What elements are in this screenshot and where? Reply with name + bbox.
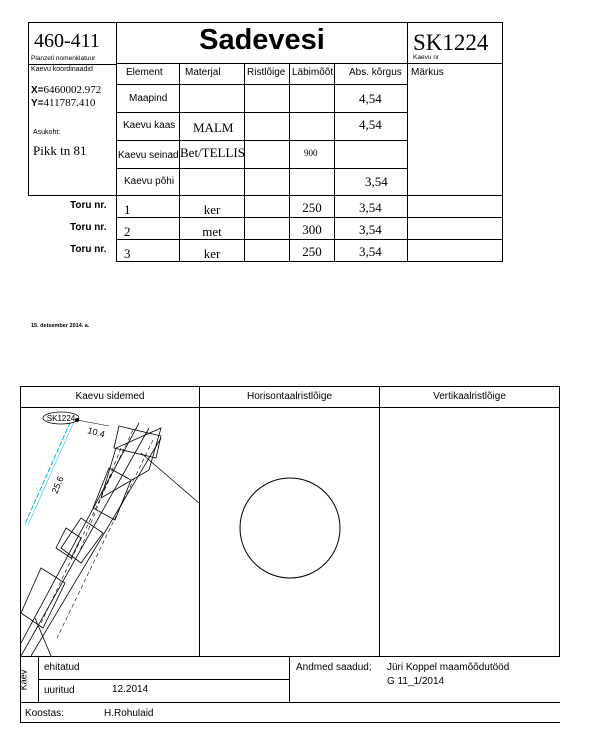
- coord-y: [31, 93, 95, 111]
- well-number-label: Kaevu nr: [413, 54, 440, 61]
- pipe-material: ker: [203, 202, 221, 217]
- well-ties-sketch: [21, 408, 199, 656]
- horizontal-section-circle: [200, 408, 379, 656]
- sheet-label: Planzeti nomenklatuur: [31, 55, 96, 62]
- pipe-diameter: 250: [302, 244, 322, 259]
- pipe-label: Toru nr.: [70, 200, 107, 211]
- pipe-label: Toru nr.: [70, 222, 107, 233]
- footer-built-label: ehitatud: [44, 662, 80, 673]
- row-element-label: Kaevu põhi: [124, 176, 175, 187]
- row-elevation: 3,54: [365, 174, 388, 189]
- pipe-number: 3: [124, 246, 131, 261]
- footer-author-value: H.Rohulaid: [104, 708, 154, 719]
- pipe-material: met: [202, 224, 222, 239]
- pipe-diameter: 300: [302, 222, 322, 237]
- coord-x-value: 6460002.972: [43, 84, 102, 96]
- location-value: Pikk tn 81: [33, 143, 87, 158]
- col-header-elevation: Abs. kõrgus: [349, 67, 402, 78]
- location-label: Asukoht:: [33, 129, 61, 136]
- coord-y-prefix: Y=: [31, 98, 44, 109]
- row-elevation: 4,54: [359, 117, 382, 132]
- footer-data-ref: G 11_1/2014: [387, 676, 445, 687]
- drawing-header-vertical: Vertikaalristlõige: [433, 391, 506, 402]
- row-elevation: 4,54: [359, 91, 382, 106]
- pipe-diameter: 250: [302, 200, 322, 215]
- row-diameter: 900: [304, 148, 318, 158]
- sketch-dim-long: 25.6: [49, 474, 66, 495]
- footer-author-label: Koostas:: [25, 708, 64, 719]
- footer-data-label: Andmed saadud;: [296, 662, 372, 673]
- pipe-material: ker: [203, 246, 221, 261]
- row-element-label: Maapind: [129, 93, 168, 104]
- sheet-number: 460-411: [34, 30, 100, 52]
- row-element-label: Kaevu kaas: [123, 120, 176, 131]
- sketch-dim-short: 10.4: [86, 425, 107, 440]
- pipe-elevation: 3,54: [359, 200, 382, 215]
- coords-label: Kaevu koordinaadid: [31, 66, 93, 73]
- col-header-element: Element: [126, 67, 163, 78]
- coord-y-value: 411787.410: [43, 97, 96, 109]
- row-element-label: Kaevu seinad: [118, 150, 179, 161]
- footer-inspected-label: uuritud: [44, 685, 75, 696]
- row-material: MALM: [193, 120, 234, 135]
- drawing-header-horizontal: Horisontaalristlõige: [246, 391, 333, 402]
- footer-side-label: Kaev: [18, 669, 29, 691]
- pipe-label: Toru nr.: [70, 244, 107, 255]
- col-header-section: Ristlõige: [247, 67, 286, 78]
- page-title: Sadevesi: [199, 24, 325, 56]
- sketch-well-label: SK1224: [46, 414, 76, 423]
- pipe-elevation: 3,54: [359, 222, 382, 237]
- footer-inspected-date: 12.2014: [112, 684, 149, 695]
- pipe-number: 1: [124, 202, 131, 217]
- row-material: Bet/TELLIS: [180, 145, 245, 160]
- col-header-remarks: Märkus: [411, 67, 444, 78]
- well-number: SK1224: [413, 30, 489, 55]
- pipe-elevation: 3,54: [359, 244, 382, 259]
- drawing-header-ties: Kaevu sidemed: [75, 391, 145, 402]
- pipe-number: 2: [124, 224, 131, 239]
- coord-x-prefix: X=: [31, 85, 44, 96]
- date-note: 15. detsember 2014. a.: [31, 323, 90, 329]
- col-header-diameter: Läbimõõt: [292, 67, 334, 78]
- footer-data-source: Jüri Koppel maamõõdutööd: [387, 662, 510, 673]
- col-header-material: Materjal: [185, 67, 221, 78]
